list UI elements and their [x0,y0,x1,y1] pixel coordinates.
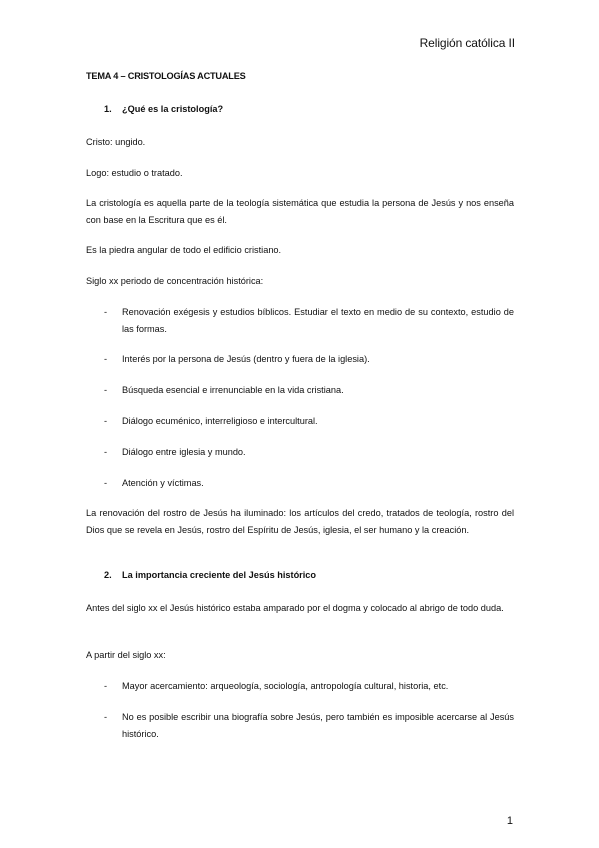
paragraph: La renovación del rostro de Jesús ha iluminado: los artículos del credo, tratados de teología, rostro del Dios que se revela en Jesús, rostro del Espíritu de Jesús, iglesia, el ser humano y la creación. [86,508,514,535]
list-item-text: Diálogo ecuménico, interreligioso e intercultural. [122,416,318,426]
document-title: TEMA 4 – CRISTOLOGÍAS ACTUALES [86,71,246,81]
paragraph: Antes del siglo xx el Jesús histórico estaba amparado por el dogma y colocado al abrigo de todo duda. [86,603,504,613]
paragraph: La cristología es aquella parte de la teología sistemática que estudia la persona de Jesús y nos enseña con base en la Escritura que es él. [86,198,514,225]
list-item-text: No es posible escribir una biografía sobre Jesús, pero también es imposible acercarse al Jesús histórico. [122,712,514,739]
list-item [104,475,514,492]
paragraph: Siglo xx periodo de concentración histórica: [86,276,264,286]
list-item [104,382,514,399]
paragraph: A partir del siglo xx: [86,650,166,660]
list-item-text: Diálogo entre iglesia y mundo. [122,447,246,457]
bullet-dash: - [104,478,108,488]
list-item-text: Búsqueda esencial e irrenunciable en la vida cristiana. [122,385,344,395]
section-number: 2. [104,570,112,580]
section-heading-1 [104,104,223,114]
section-title: La importancia creciente del Jesús histórico [122,570,317,580]
list-item [104,304,514,338]
bullet-dash: - [104,712,108,722]
page-number: 1 [506,815,513,827]
page-header: Religión católica II [419,36,515,50]
bullet-dash: - [104,681,108,691]
bullet-dash: - [104,307,108,317]
bullet-dash: - [104,385,108,395]
list-item [104,709,514,743]
section-title: ¿Qué es la cristología? [122,104,224,114]
section-heading-2 [104,570,316,580]
list-item [104,351,514,368]
paragraph: Logo: estudio o tratado. [86,168,183,178]
list-item-text: Atención y víctimas. [122,478,204,488]
list-item [104,413,514,430]
bullet-dash: - [104,354,108,364]
list-item-text: Mayor acercamiento: arqueología, sociología, antropología cultural, historia, etc. [122,681,449,691]
section-number: 1. [104,104,112,114]
list-item-text: Renovación exégesis y estudios bíblicos. Estudiar el texto en medio de su contexto, estudio de las formas. [122,307,514,334]
bullet-dash: - [104,416,108,426]
list-item-text: Interés por la persona de Jesús (dentro y fuera de la iglesia). [122,354,370,364]
paragraph: Cristo: ungido. [86,137,146,147]
bullet-dash: - [104,447,108,457]
list-item [104,678,514,695]
paragraph: Es la piedra angular de todo el edificio cristiano. [86,245,282,255]
list-item [104,444,514,461]
